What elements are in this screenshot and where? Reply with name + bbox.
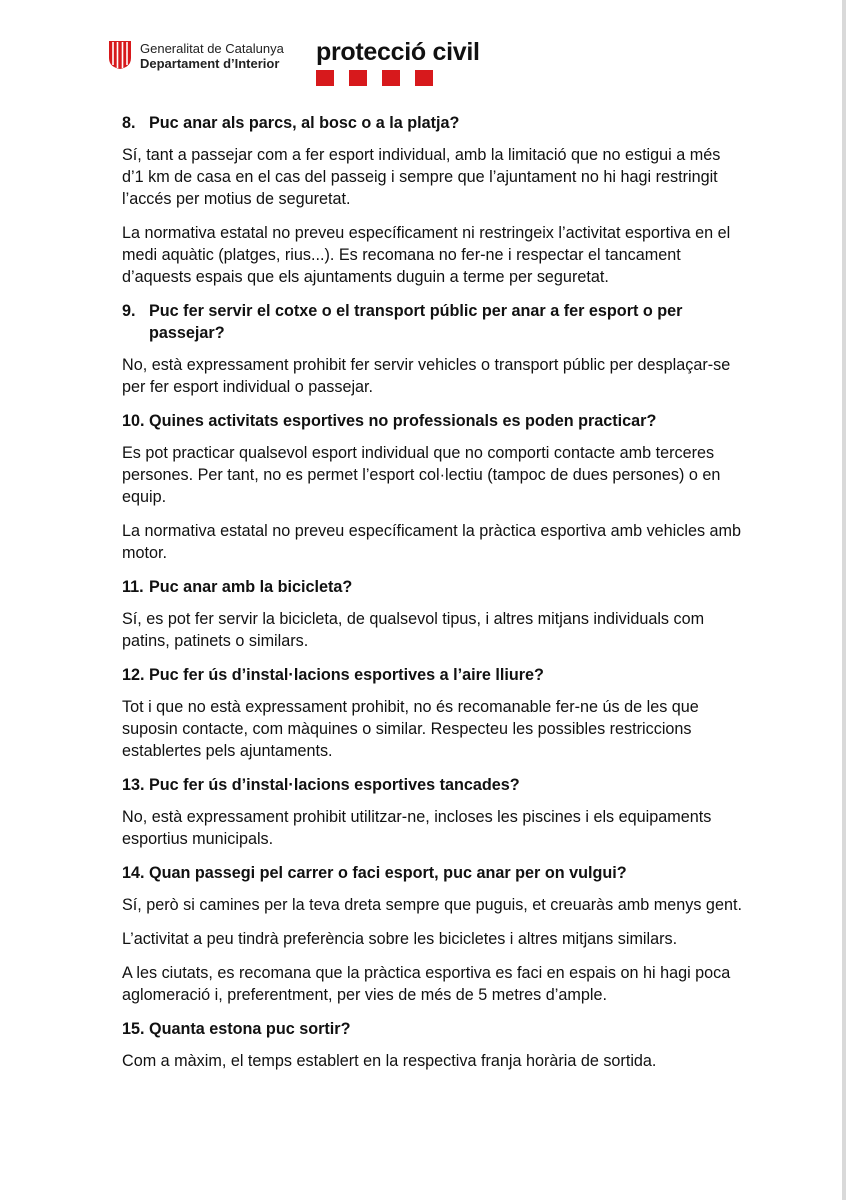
question-text: Puc fer ús d’instal·lacions esportives a l’aire lliure? [149, 666, 544, 684]
faq-answer: Sí, però si camines per la teva dreta sempre que puguis, et creuaràs amb menys gent. [122, 896, 742, 914]
brand-square-icon [382, 70, 400, 86]
generalitat-name: Generalitat de Catalunya [140, 41, 284, 56]
department-name: Departament d’Interior [140, 56, 280, 71]
proteccio-civil-title: protecció civil [316, 38, 480, 66]
question-number: 12. [122, 666, 145, 684]
page-header [108, 38, 508, 88]
generalitat-wordmark [140, 41, 284, 71]
question-number: 14. [122, 864, 145, 882]
faq-answer: Es pot practicar qualsevol esport individual que no comporti contacte amb terceres persones. Per tant, no es permet l’esport col·lectiu (tampoc de dues persones) o en equip. [122, 444, 721, 506]
question-text: Puc anar als parcs, al bosc o a la platja? [149, 114, 460, 132]
question-text: Puc anar amb la bicicleta? [149, 578, 353, 596]
question-number: 15. [122, 1020, 145, 1038]
question-text: Puc fer servir el cotxe o el transport públic per anar a fer esport o per passejar? [149, 302, 683, 342]
proteccio-civil-logo [316, 38, 480, 86]
question-number: 13. [122, 776, 145, 794]
faq-answer: Com a màxim, el temps establert en la respectiva franja horària de sortida. [122, 1052, 657, 1070]
faq-answer: Tot i que no està expressament prohibit, no és recomanable fer-ne ús de les que suposin contacte, com màquines o similar. Respecteu les possibles restriccions establertes pels ajuntaments. [122, 698, 699, 760]
faq-answer: Sí, tant a passejar com a fer esport individual, amb la limitació que no estigui a més d’1 km de casa en el cas del passeig i sempre que l’ajuntament no hi hagi restringit l’accés per motius de seguretat. [122, 146, 721, 208]
faq-answer: Sí, es pot fer servir la bicicleta, de qualsevol tipus, i altres mitjans individuals com patins, patinets o similars. [122, 610, 705, 650]
generalitat-logo-icon [108, 40, 132, 70]
question-number: 8. [122, 114, 136, 132]
faq-question [122, 410, 742, 432]
faq-question [122, 576, 742, 598]
faq-answer: L’activitat a peu tindrà preferència sobre les bicicletes i altres mitjans similars. [122, 930, 678, 948]
brand-square-icon [415, 70, 433, 86]
faq-question [122, 664, 742, 686]
question-number: 9. [122, 302, 136, 320]
faq-question [122, 774, 742, 796]
faq-answer: A les ciutats, es recomana que la pràctica esportiva es faci en espais on hi hagi poca aglomeració i, preferentment, per vies de més de 5 metres d’ample. [122, 964, 731, 1004]
faq-answer: La normativa estatal no preveu específicament ni restringeix l’activitat esportiva en el medi aquàtic (platges, rius...). Es recomana no fer-ne i respectar el tancament d’aquests espais que els ajuntaments duguin a terme per seguretat. [122, 224, 731, 286]
question-number: 10. [122, 412, 145, 430]
page-edge-shadow [842, 0, 846, 1200]
question-number: 11. [122, 578, 144, 596]
brand-square-icon [316, 70, 334, 86]
question-text: Puc fer ús d’instal·lacions esportives tancades? [149, 776, 520, 794]
brand-squares [316, 70, 480, 86]
faq-question [122, 862, 742, 884]
faq-answer: No, està expressament prohibit utilitzar-ne, incloses les piscines i els equipaments esportius municipals. [122, 808, 712, 848]
question-text: Quan passegi pel carrer o faci esport, puc anar per on vulgui? [149, 864, 627, 882]
question-text: Quines activitats esportives no professionals es poden practicar? [149, 412, 657, 430]
faq-answer: La normativa estatal no preveu específicament la pràctica esportiva amb vehicles amb motor. [122, 522, 742, 562]
faq-content [122, 112, 742, 1084]
faq-question [122, 1018, 742, 1040]
faq-question [122, 300, 742, 344]
faq-question [122, 112, 742, 134]
faq-answer: No, està expressament prohibit fer servir vehicles o transport públic per desplaçar-se per fer esport individual o passejar. [122, 356, 731, 396]
question-text: Quanta estona puc sortir? [149, 1020, 351, 1038]
brand-square-icon [349, 70, 367, 86]
